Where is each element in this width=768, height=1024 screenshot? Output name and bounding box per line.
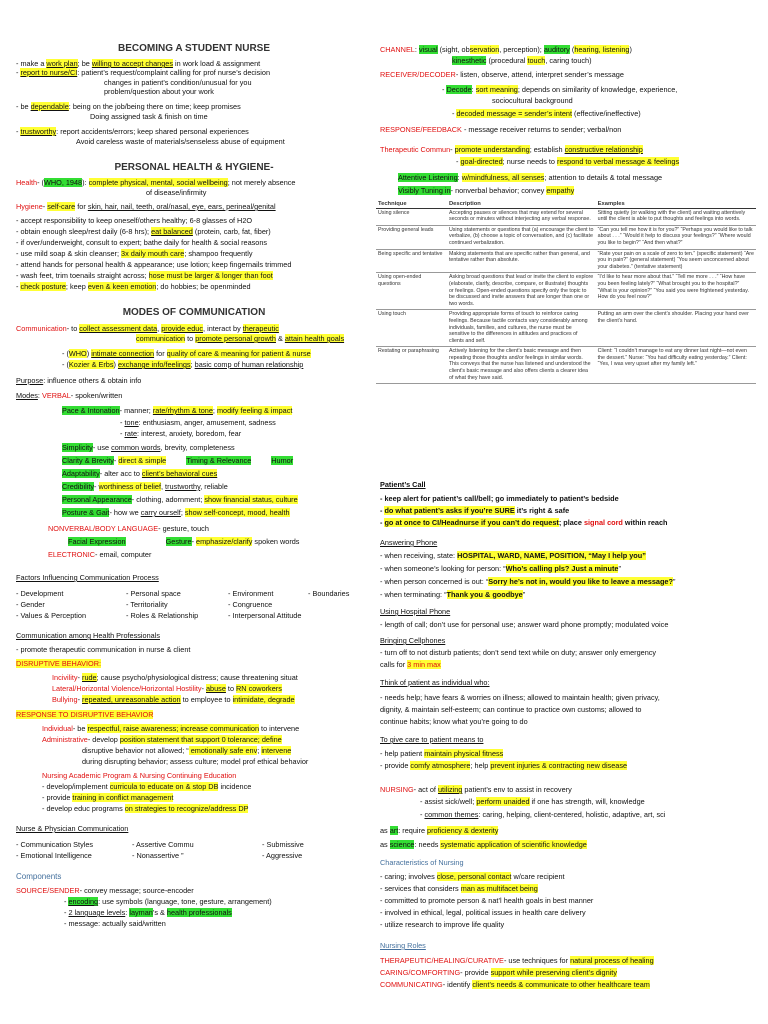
- cell: Using silence: [376, 208, 447, 225]
- therapeutic-techniques-table: [376, 201, 756, 384]
- student-line-4: problem/question about your work: [104, 87, 214, 96]
- care-line-2: - provide comfy atmosphere; help prevent injuries & contracting new disease: [380, 761, 628, 770]
- student-line-5: - be dependable: being on the job/being there on time; keep promises: [16, 102, 241, 111]
- comp-line-1: SOURCE/SENDER- convey message; source-encoder: [16, 886, 194, 895]
- care-line-1: - help patient maintain physical fitness: [380, 749, 504, 758]
- hp-title: Communication among Health Professionals: [16, 631, 160, 640]
- cell: Being specific and tentative: [376, 249, 447, 273]
- col-examples: Examples: [596, 201, 756, 208]
- comp-line-2: - encoding: use symbols (language, tone, gesture, arrangement): [64, 897, 272, 906]
- cell: “Rate your pain on a scale of zero to ten.” (specific statement) “Are you in pain?” (general statement) “You seem unconcerned about your diabetes.” (tentative statement): [596, 249, 756, 273]
- hp-line-12: - develop/implement curricula to educate on & stop DB incidence: [42, 782, 252, 791]
- comp-line-4: - message: actually said/written: [64, 919, 166, 928]
- cell: Sitting quietly (or walking with the client) and waiting attentively until the client is able to put thoughts and feelings into words.: [596, 208, 756, 225]
- nursing-roles-title: Nursing Roles: [380, 941, 426, 950]
- char-line-3: - committed to promote person & nat’l health goals in best manner: [380, 896, 594, 905]
- cell-line-1: - turn off to not disturb patients; don’t send text while on duty; answer only emergency: [380, 648, 657, 657]
- factors-title: Factors Influencing Communication Process: [16, 573, 159, 582]
- patients-call-title: Patient’s Call: [380, 480, 426, 489]
- nursing-line-4: as art: require proficiency & dexterity: [380, 826, 499, 835]
- modes-line-6: Modes: VERBAL- spoken/written: [16, 391, 123, 400]
- cell: Client: “I couldn’t manage to eat any dinner last night—not even the dessert.” Nurse: “You had difficulty eating yesterday.” Client: “Yes, I was very upset after my family left.”: [596, 347, 756, 384]
- table-row: [376, 208, 756, 225]
- cell: Accepting pauses or silences that may extend for several seconds or minutes without interjecting any verbal response.: [447, 208, 596, 225]
- call-line-3: - go at once to CI/Headnurse if you can’t do request; place signal cord within reach: [380, 518, 668, 527]
- table-row: [376, 347, 756, 384]
- health-line-6: - if over/underweight, consult to expert; bathe daily for health & social reasons: [16, 238, 268, 247]
- cell: Using statements or questions that (a) encourage the client to verbalize, (b) choose a topic of conversation, and (c) facilitate continued verbalization.: [447, 225, 596, 249]
- phone-line-3: - when person concerned is out: “Sorry he’s not in, would you like to leave a message?”: [380, 577, 676, 586]
- cell: Actively listening for the client’s basic message and then repeating those thoughts and/or feelings in similar words. This conveys that the nurse has listened and understood the client’s basic message and also offers clients a clearer idea of what they have said.: [447, 347, 596, 384]
- student-line-2: - report to nurse/CI: patient’s request/complaint calling for prof nurse’s decision: [16, 68, 271, 77]
- hp-line-3: Incivility- rude; cause psycho/physiological distress; cause threatening situat: [52, 673, 298, 682]
- hp-line-2: DISRUPTIVE BEHAVIOR:: [16, 659, 102, 668]
- cell: “Can you tell me how it is for you?” “Perhaps you would like to talk about . . .” “Would it help to discuss your feelings?” “Where would you like to begin?” “And then what?”: [596, 225, 756, 249]
- role-line-1: THERAPEUTIC/HEALING/CURATIVE- use techniques for natural process of healing: [380, 956, 654, 965]
- receiver-line: RECEIVER/DECODER- listen, observe, attend, interpret sender’s message: [380, 70, 624, 79]
- decode-line-2: sociocultural background: [492, 96, 573, 105]
- cell: Asking broad questions that lead or invite the client to explore (elaborate, clarify, describe, compare, or illustrate) thoughts or feelings. Open-ended questions specify only the topic to be discussed and invite answers that are longer than one or two words.: [447, 273, 596, 310]
- decoded-line: - decoded message = sender’s intent (effective/ineffective): [452, 109, 641, 118]
- hp-line-6: RESPONSE TO DISRUPTIVE BEHAVIOR: [16, 710, 154, 719]
- char-line-4: - involved in ethical, legal, political issues in health care delivery: [380, 908, 586, 917]
- characteristics-title: Characteristics of Nursing: [380, 858, 464, 867]
- modes-line-4: - (Kozier & Erbs) exchange info/feelings; basic comp of human relationship: [62, 360, 304, 369]
- hospital-phone-title: Using Hospital Phone: [380, 607, 451, 616]
- modes-line-9: - rate: interest, anxiety, boredom, fear: [120, 429, 242, 438]
- hp-line-13: - provide training in conflict management: [42, 793, 174, 802]
- give-care-title: To give care to patient means to: [380, 735, 484, 744]
- table-row: [376, 273, 756, 310]
- hp-line-8: Administrative- develop position statement that support 0 tolerance; define: [42, 735, 282, 744]
- cell: “I’d like to hear more about that.” “Tell me more . . .” “How have you been feeling lately?” “What brought you to the hospital?” “What is your opinion?” “You said you were frightened yesterday. How do you feel now?”: [596, 273, 756, 310]
- health-line-7: - use mild soap & skin cleanser; 3x daily mouth care; shampoo frequently: [16, 249, 253, 258]
- table-header-row: [376, 201, 756, 208]
- health-line-1: Health- (WHO, 1948): complete physical, mental, social wellbeing; not merely absence: [16, 178, 296, 187]
- health-line-3: Hygiene- self-care for skin, hair, nail, teeth, oral/nasal, eye, ears, perineal/genital: [16, 202, 276, 211]
- phone-line-4: - when terminating: “Thank you & goodbye”: [380, 590, 526, 599]
- char-line-1: - caring; involves close, personal contact w/care recipient: [380, 872, 565, 881]
- modes-line-14: Personal Appearance- clothing, adornment; show financial status, culture: [62, 495, 298, 504]
- modes-line-11: Clarity & Brevity- direct & simple Timing & Relevance Humor: [62, 456, 294, 465]
- modes-line-17: Facial Expression Gesture- emphasize/clarify spoken words: [68, 537, 300, 546]
- components-title: Components: [16, 872, 62, 881]
- np-row-1: - Communication Styles - Assertive Commu - Submissive: [16, 840, 304, 849]
- hp-line-1: - promote therapeutic communication in nurse & client: [16, 645, 191, 654]
- modes-line-15: Posture & Gait- how we carry ourself; show self-concept, mood, health: [62, 508, 290, 517]
- visibly-line: Visibly Tuning in- nonverbal behavior; convey empathy: [398, 186, 575, 195]
- cell: Making statements that are specific rather than general, and tentative rather than absolute.: [447, 249, 596, 273]
- factors-row-1: - Development - Personal space - Environment - Boundaries: [16, 589, 350, 598]
- modes-line-5: Purpose: influence others & obtain info: [16, 376, 142, 385]
- kinesthetic-line: kinesthetic (procedural touch, caring touch): [452, 56, 592, 65]
- phone-line-2: - when someone’s looking for person: “Who’s calling pls? Just a minute”: [380, 564, 621, 573]
- title-personal-health: PERSONAL HEALTH & HYGIENE-: [114, 162, 274, 173]
- table-row: [376, 310, 756, 347]
- nursing-line-2: - assist sick/well; perform unaided if one has strength, will, knowledge: [420, 797, 645, 806]
- student-line-6: Doing assigned task & finish on time: [90, 112, 208, 121]
- col-technique: Technique: [376, 201, 447, 208]
- cellphones-title: Bringing Cellphones: [380, 636, 446, 645]
- modes-line-1: Communication- to collect assessment data, provide educ, interact by therapeutic: [16, 324, 279, 333]
- modes-line-18: ELECTRONIC- email, computer: [48, 550, 152, 559]
- channel-line: CHANNEL: visual (sight, observation, perception); auditory (hearing, listening): [380, 45, 632, 54]
- role-line-3: COMMUNICATING- identify client’s needs & communicate to other healthcare team: [380, 980, 650, 989]
- call-line-2: - do what patient’s asks if you’re SURE it’s right & safe: [380, 506, 570, 515]
- table-row: [376, 249, 756, 273]
- table-row: [376, 225, 756, 249]
- char-line-5: - utilize research to improve life quality: [380, 920, 505, 929]
- comp-line-3: - 2 language levels: layman’s & health professionals: [64, 908, 232, 917]
- factors-row-3: - Values & Perception - Roles & Relationship - Interpersonal Attitude: [16, 611, 302, 620]
- health-line-10: - check posture; keep even & keen emotion; do hobbies; be openminded: [16, 282, 251, 291]
- np-title: Nurse & Physician Communication: [16, 824, 129, 833]
- title-student-nurse: BECOMING A STUDENT NURSE: [117, 43, 271, 54]
- cell: Restating or paraphrasing: [376, 347, 447, 384]
- hp-line-11: Nursing Academic Program & Nursing Continuing Education: [42, 771, 237, 780]
- char-line-2: - services that considers man as multifacet being: [380, 884, 538, 893]
- modes-line-2: communication to promote personal growth & attain health goals: [136, 334, 345, 343]
- col-description: Description: [447, 201, 596, 208]
- title-modes: MODES OF COMMUNICATION: [122, 307, 266, 318]
- student-line-1: - make a work plan; be willing to accept changes in work load & assignment: [16, 59, 261, 68]
- health-line-8: - attend hands for personal health & appearance; use lotion; keep fingernails trimmed: [16, 260, 292, 269]
- cell: Using touch: [376, 310, 447, 347]
- health-line-4: - accept responsibility to keep oneself/others healthy; 6-8 glasses of H2O: [16, 216, 253, 225]
- cell: Putting an arm over the client’s shoulder. Placing your hand over the client’s hand.: [596, 310, 756, 347]
- answering-phone-title: Answering Phone: [380, 538, 438, 547]
- hp-line-14: - develop educ programs on strategies to recognize/address DP: [42, 804, 249, 813]
- role-line-2: CARING/COMFORTING- provide support while preserving client’s dignity: [380, 968, 617, 977]
- hp-line-5: Bullying- repeated, unreasonable action to employee to intimidate, degrade: [52, 695, 295, 704]
- think-line-3: continue habits; know what you’re going to do: [380, 717, 528, 726]
- student-line-7: - trustworthy: report accidents/errors; keep shared personal experiences: [16, 127, 249, 136]
- hp-line-4: Lateral/Horizontal Violence/Horizontal Hostility- abuse to RN coworkers: [52, 684, 282, 693]
- cell: Providing general leads: [376, 225, 447, 249]
- np-row-2: - Emotional Intelligence - Nonassertive ” - Aggressive: [16, 851, 303, 860]
- hp-line-9: disruptive behavior not allowed; “ emotionally safe env; intervene: [82, 746, 292, 755]
- cell-line-2: calls for 3 min max: [380, 660, 441, 669]
- call-line-1: - keep alert for patient’s call/bell; go immediately to patient’s bedside: [380, 494, 619, 503]
- hp-line-7: Individual- be respectful, raise awareness; increase communication to intervene: [42, 724, 300, 733]
- student-line-3: changes in patient’s condition/unusual for you: [104, 78, 252, 87]
- nursing-line-5: as science: needs systematic application of scientific knowledge: [380, 840, 587, 849]
- attentive-line: Attentive Listening: w/mindfulness, all senses; attention to details & total message: [398, 173, 663, 182]
- health-line-2: of disease/infirmity: [146, 188, 207, 197]
- cell: Using open-ended questions: [376, 273, 447, 310]
- nursing-line-3: - common themes: caring, helping, client-centered, holistic, adaptive, art, sci: [420, 810, 666, 819]
- modes-line-12: Adaptability- alter acc to client’s behavioral cues: [62, 469, 218, 478]
- factors-row-2: - Gender - Territoriality - Congruence: [16, 600, 273, 609]
- health-line-5: - obtain enough sleep/rest daily (6-8 hrs); eat balanced (protein, carb, fat, fiber): [16, 227, 271, 236]
- nursing-line-1: NURSING- act of utilizing patient’s env to assist in recovery: [380, 785, 572, 794]
- think-line-1: - needs help; have fears & worries on illness; allowed to maintain health; given privacy,: [380, 693, 660, 702]
- cell: Providing appropriate forms of touch to reinforce caring feelings. Because tactile contacts vary considerably among individuals, families, and cultures, the nurse must be sensitive to the differences in attitudes and practices of clients and self.: [447, 310, 596, 347]
- modes-line-7: Pace & Intonation- manner; rate/rhythm & tone; modify feeling & impact: [62, 406, 293, 415]
- hospital-phone-line: - length of call; don’t use for personal use; answer ward phone promptly; modulated voice: [380, 620, 669, 629]
- goal-line: - goal-directed; nurse needs to respond to verbal message & feelings: [456, 157, 680, 166]
- think-line-2: dignity, & maintain self-esteem; can continue to practice own customs; allowed to: [380, 705, 642, 714]
- modes-line-16: NONVERBAL/BODY LANGUAGE- gesture, touch: [48, 524, 209, 533]
- modes-line-10: Simplicity- use common words, brevity, completeness: [62, 443, 235, 452]
- health-line-9: - wash feet, trim toenails straight across; hose must be larger & longer than foot: [16, 271, 273, 280]
- think-title: Think of patient as individual who:: [380, 678, 490, 687]
- response-line: RESPONSE/FEEDBACK - message receiver returns to sender; verbal/non: [380, 125, 622, 134]
- modes-line-3: - (WHO) intimate connection for quality of care & meaning for patient & nurse: [62, 349, 311, 358]
- phone-line-1: - when receiving, state: HOSPITAL, WARD, NAME, POSITION, “May I help you”: [380, 551, 646, 560]
- student-line-8: Avoid careless waste of materials/senseless abuse of equipment: [76, 137, 285, 146]
- hp-line-10: during disrupting behavior; assess culture; model prof ethical behavior: [82, 757, 309, 766]
- decode-line: - Decode: sort meaning; depends on similarity of knowledge, experience,: [442, 85, 678, 94]
- therapeutic-line: Therapeutic Commun- promote understanding; establish constructive relationship: [380, 145, 643, 154]
- modes-line-8: - tone: enthusiasm, anger, amusement, sadness: [120, 418, 276, 427]
- modes-line-13: Credibility- worthiness of belief, trustworthy, reliable: [62, 482, 228, 491]
